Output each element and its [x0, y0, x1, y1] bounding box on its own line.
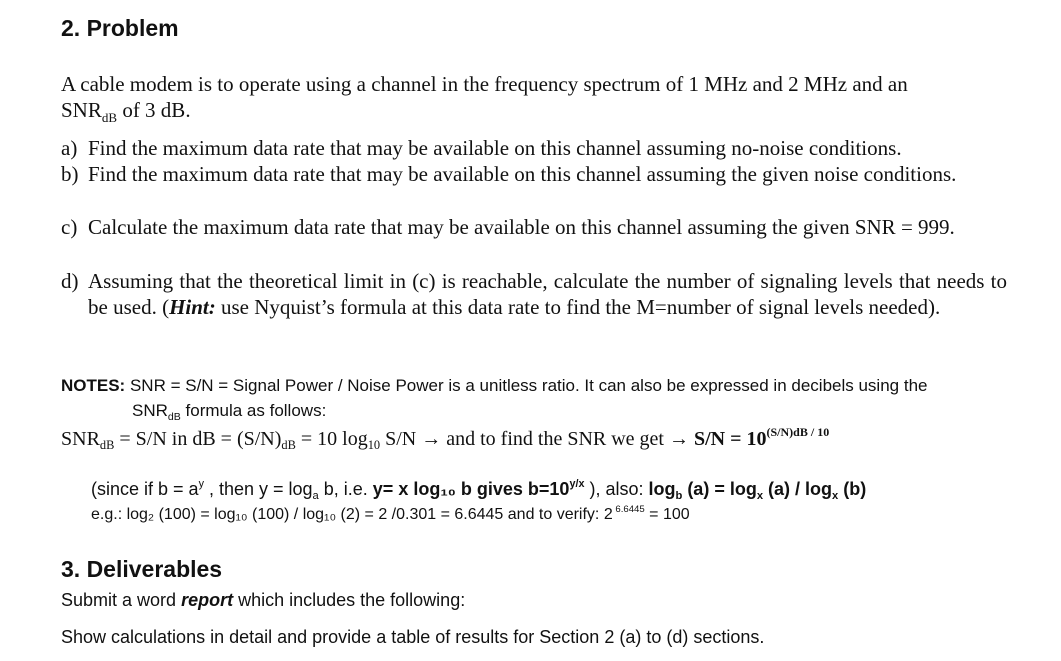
question-a-label: a): [61, 136, 78, 160]
question-b: [61, 161, 1007, 213]
section-3-heading: 3. Deliverables: [61, 556, 223, 582]
problem-intro: [61, 71, 908, 97]
deliverables-line-2: Show calculations in detail and provide a table of results for Section 2 (a) to (d) sections.: [61, 627, 765, 647]
snr-label: SNR: [61, 98, 102, 122]
hint-label: Hint:: [169, 295, 216, 319]
snr-subscript: dB: [101, 109, 118, 125]
question-b-label: b): [61, 162, 79, 186]
deliverables-line-1: Submit a word report which includes the following:: [61, 590, 466, 610]
intro-line-1: A cable modem is to operate using a channel in the frequency spectrum of 1 MHz and 2 MHz and an: [61, 72, 908, 96]
question-d-label: d): [61, 269, 79, 293]
question-b-text: Find the maximum data rate that may be available on this channel assuming the given noise conditions.: [88, 162, 957, 186]
question-a: [61, 135, 1007, 161]
notes-line-2: $SNR_{dB}$ formula as follows:: [132, 401, 327, 423]
log-identity: (since if $b = a^y$ , then $y = \log_a b$, i.e. y= x log₁₀ b gives $b=10^{y/x}$ ), also: $\log_b (a) = \log_x (a) / \log_x (b)$: [91, 477, 867, 502]
question-d-text: Assuming that the theoretical limit in (c) is reachable, calculate the number of signaling levels that needs to be used. (Hint: use Nyquist’s formula at this data rate to find the M=number of signal levels needed).: [88, 269, 1007, 319]
problem-intro-line-2: [61, 97, 191, 126]
snr-formula: $SNR_{dB} = S/N$ in dB = $(S/N)_{dB} = 10$ $\log_{10} S/N$ → and to find the SNR we get → $S/N = 10^{(S/N)dB / 10}$: [61, 425, 830, 453]
question-c-text: Calculate the maximum data rate that may be available on this channel assuming the given SNR = 999.: [88, 215, 955, 239]
snr-result: $S/N = 10^{(S/N)dB / 10}$: [693, 425, 830, 450]
notes-label: NOTES:: [61, 376, 126, 395]
section-2-heading: 2. Problem: [61, 15, 179, 41]
question-a-text: Find the maximum data rate that may be available on this channel assuming no-noise conditions.: [88, 136, 902, 160]
log-example: e.g.: log₂ (100) = log₁₀ (100) / log₁₀ (2) = 2 /0.301 = 6.6445 and to verify: 2 $^{6.6445}$ = 100: [91, 503, 690, 523]
snr-value: of 3 dB.: [117, 98, 191, 122]
question-c-label: c): [61, 215, 78, 239]
notes-line-1: NOTES: SNR = S/N = Signal Power / Noise Power is a unitless ratio. It can also be expressed in decibels using the: [61, 376, 928, 395]
question-c: [61, 214, 1007, 266]
question-d: [61, 268, 1007, 346]
report-keyword: report: [181, 590, 234, 610]
